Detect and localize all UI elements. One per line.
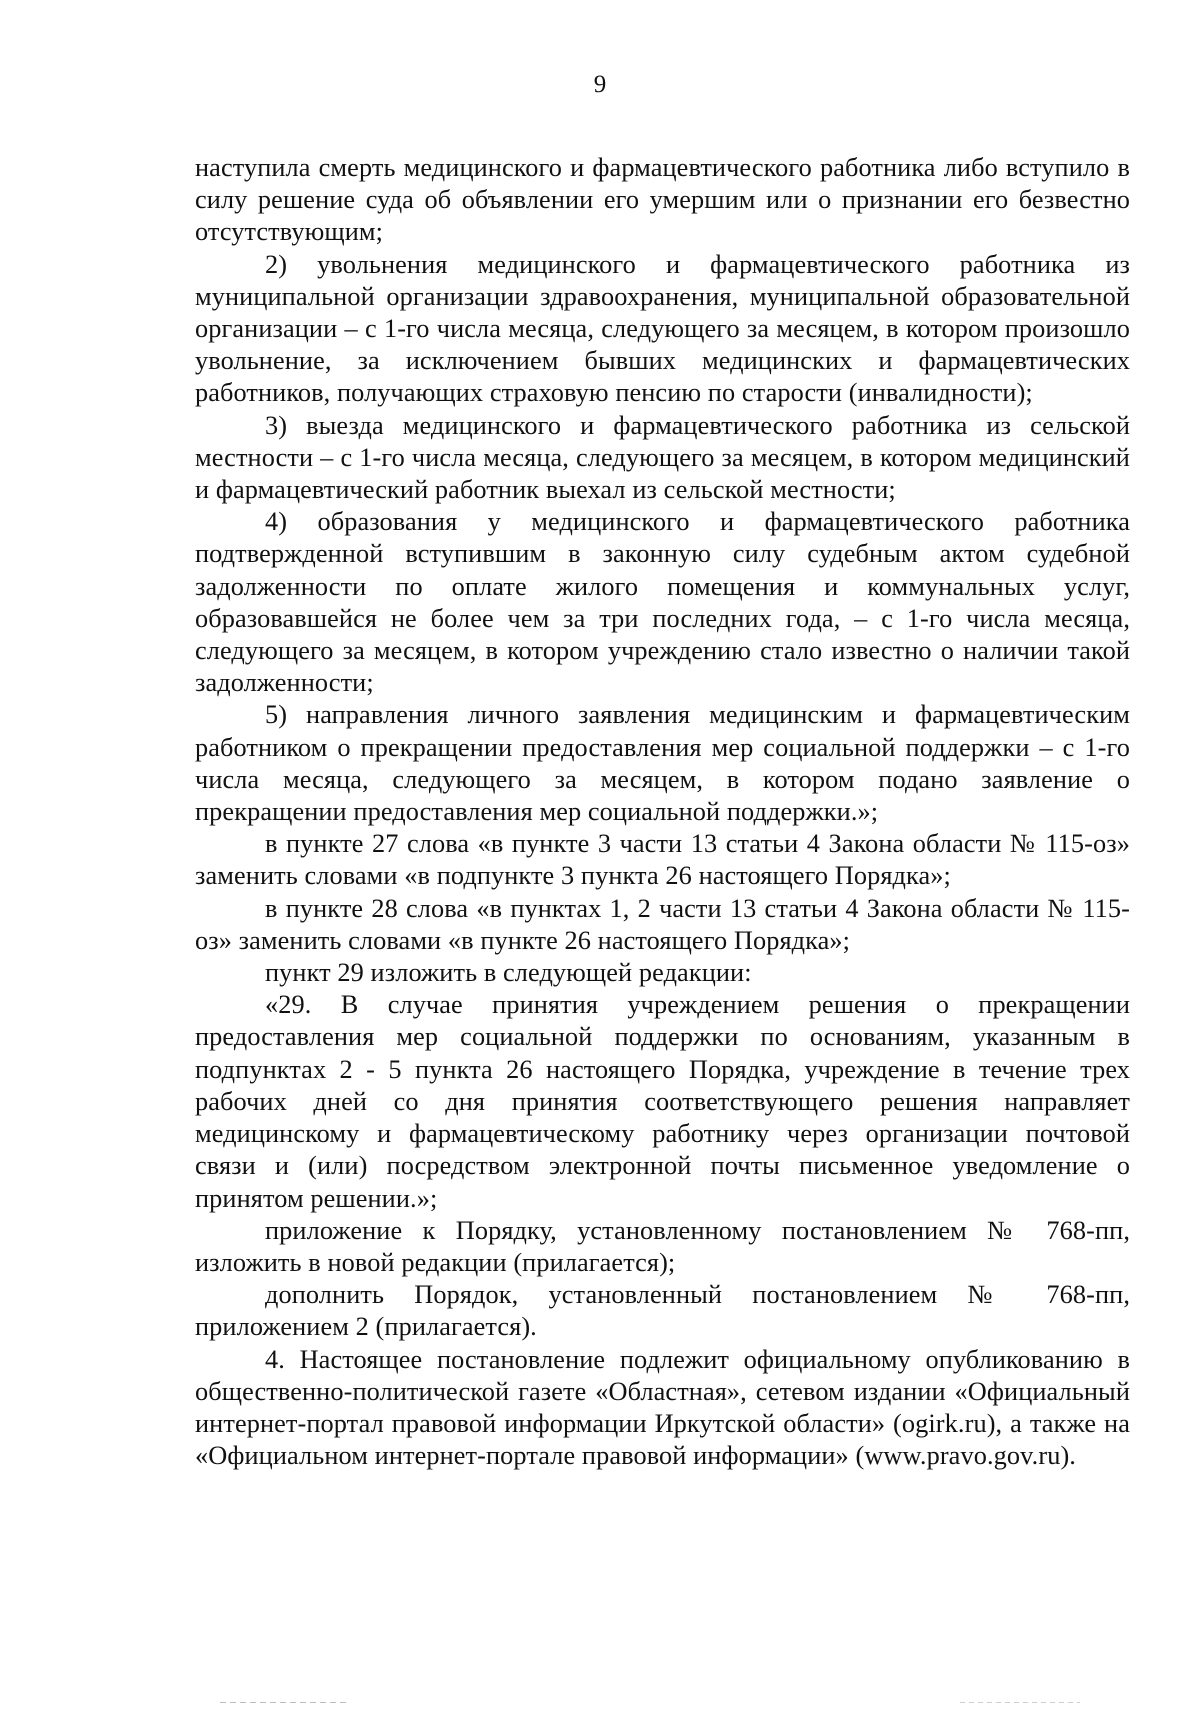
paragraph-5: 5) направления личного заявления медицинским и фармацевтическим работником о прекращении предоставления мер социальной поддержки – с 1-го числа месяца, следующего за месяцем, в котором подано заявление о прекращении предоставления мер социальной поддержки.»; [195, 700, 1130, 827]
paragraph-12: 4. Настоящее постановление подлежит официальному опубликованию в общественно-политической газете «Областная», сетевом издании «Официальный интернет-портал правовой информации Иркутской области» (ogirk.ru), а также на «Официальном интернет-портале правовой информации» (www.pravo.gov.ru). [195, 1344, 1130, 1471]
scan-artifact-left [220, 1702, 350, 1703]
page-number: 9 [593, 71, 607, 98]
paragraph-6: в пункте 27 слова «в пункте 3 части 13 статьи 4 Закона области № 115-оз» заменить словами «в подпункте 3 пункта 26 настоящего Порядка»; [195, 829, 1130, 891]
paragraph-11: дополнить Порядок, установленный постановлением № 768-пп, приложением 2 (прилагается). [195, 1280, 1130, 1342]
paragraph-7: в пункте 28 слова «в пунктах 1, 2 части 13 статьи 4 Закона области № 115-оз» заменить словами «в пункте 26 настоящего Порядка»; [195, 893, 1130, 955]
paragraph-8: пункт 29 изложить в следующей редакции: [265, 958, 752, 988]
paragraph-9: «29. В случае принятия учреждением решения о прекращении предоставления мер социальной поддержки по основаниям, указанным в подпунктах 2 - 5 пункта 26 настоящего Порядка, учреждение в течение трех рабочих дней со дня принятия соответствующего решения направляет медицинскому и фармацевтическому работнику через организации почтовой связи и (или) посредством электронной почты письменное уведомление о принятом решении.»; [195, 990, 1130, 1213]
paragraph-10: приложение к Порядку, установленному постановлением № 768-пп, изложить в новой редакции (прилагается); [195, 1215, 1130, 1277]
paragraph-3: 3) выезда медицинского и фармацевтического работника из сельской местности – с 1-го числа месяца, следующего за месяцем, в котором медицинский и фармацевтический работник выехал из сельской местности; [195, 410, 1130, 505]
paragraph-2: 2) увольнения медицинского и фармацевтического работника из муниципальной организации здравоохранения, муниципальной образовательной организации – с 1-го числа месяца, следующего за месяцем, в котором произошло увольнение, за исключением бывших медицинских и фармацевтических работников, получающих страховую пенсию по старости (инвалидности); [195, 249, 1130, 408]
document-body [195, 152, 1130, 1472]
paragraph-4: 4) образования у медицинского и фармацевтического работника подтвержденной вступившим в законную силу судебным актом судебной задолженности по оплате жилого помещения и коммунальных услуг, образовавшейся не более чем за три последних года, – с 1-го числа месяца, следующего за месяцем, в котором учреждению стало известно о наличии такой задолженности; [195, 507, 1130, 698]
scan-artifact-right [960, 1702, 1080, 1703]
paragraph-1: наступила смерть медицинского и фармацевтического работника либо вступило в силу решение суда об объявлении его умершим или о признании его безвестно отсутствующим; [195, 153, 1130, 247]
